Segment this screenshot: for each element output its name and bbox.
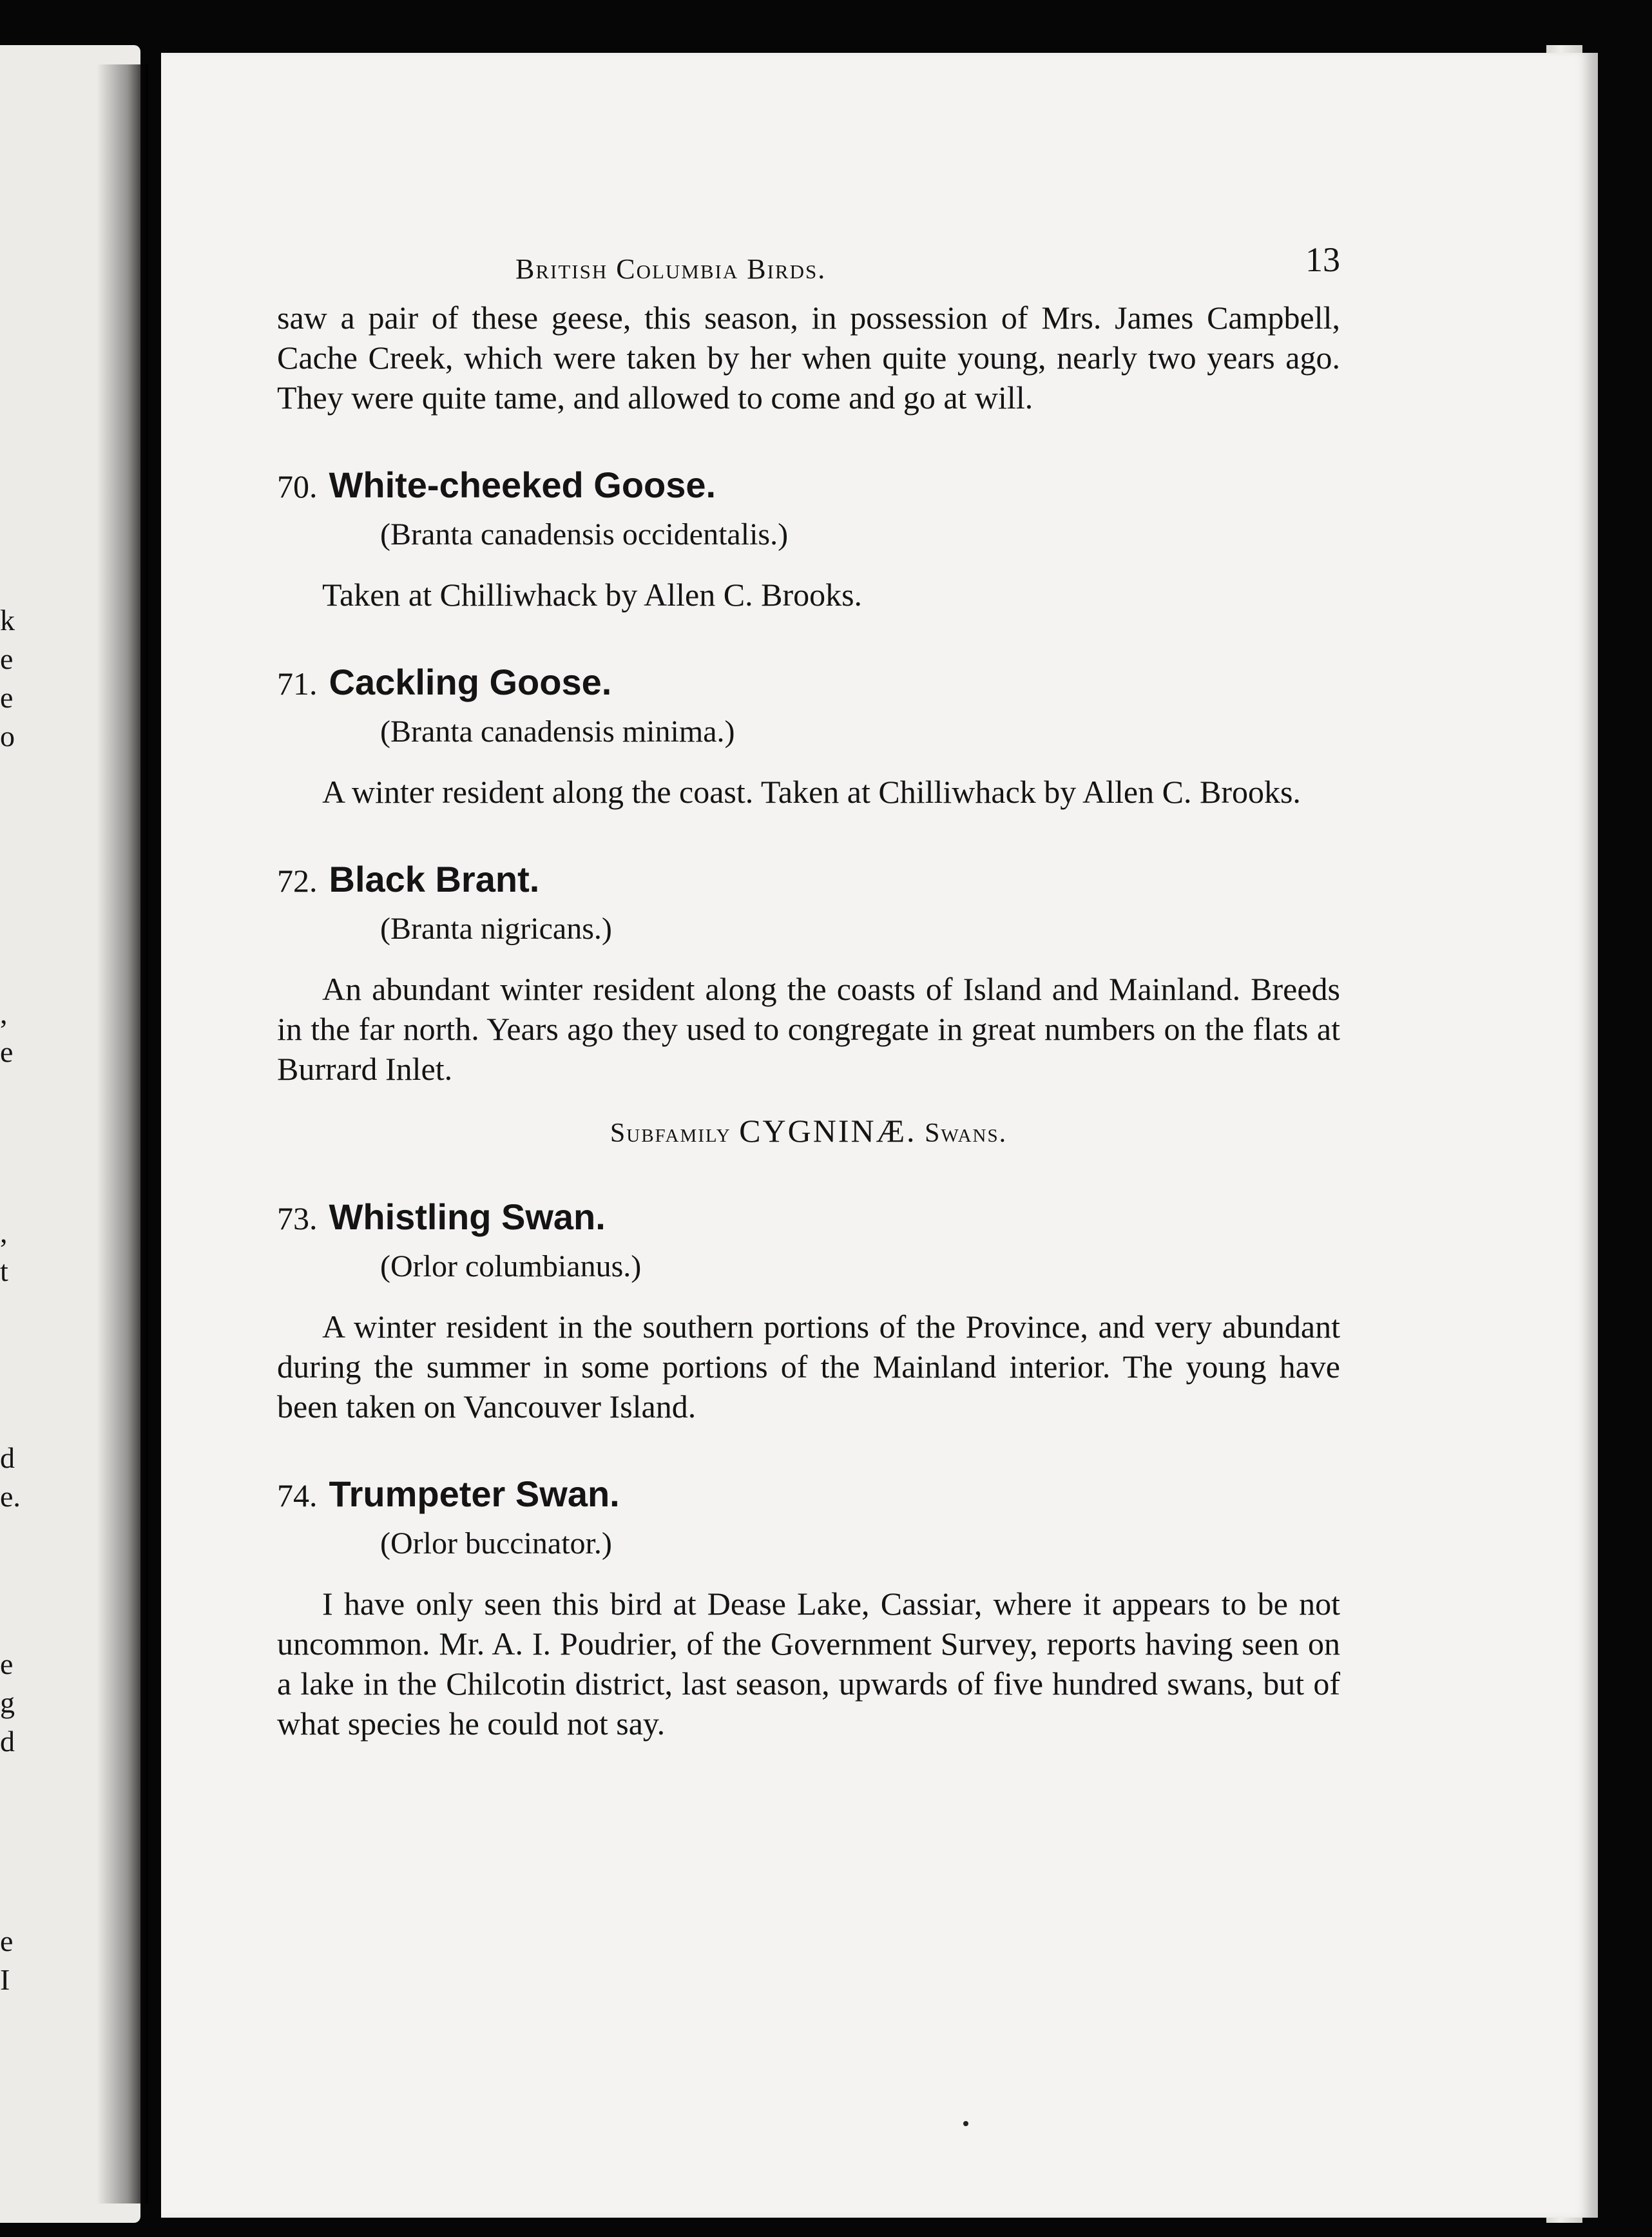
species-description: Taken at Chilliwhack by Allen C. Brooks. <box>322 577 863 613</box>
margin-letter: o <box>0 720 15 753</box>
species-entry-71 <box>277 660 1340 812</box>
species-latin-name: (Orlor columbianus.) <box>380 1249 642 1283</box>
species-entry-74 <box>277 1472 1340 1743</box>
margin-letter: , <box>0 1216 8 1249</box>
species-description: An abundant winter resident along the coasts of Island and Mainland. Breeds in the far north. Years ago they used to congregate in great numbers on the flats at Burrard Inlet. <box>277 971 1340 1087</box>
species-entry-72 <box>277 857 1340 1089</box>
species-number: 74. <box>277 1477 318 1513</box>
species-number: 70. <box>277 468 318 504</box>
species-latin-name: (Orlor buccinator.) <box>380 1526 612 1560</box>
margin-letter: , <box>0 997 8 1030</box>
running-head-title: British Columbia Birds. <box>515 253 827 285</box>
species-name: Cackling Goose. <box>329 662 612 702</box>
intro-paragraph: saw a pair of these geese, this season, in possession of Mrs. James Campbell, Cache Creek, which were taken by her when quite young, nearly two years ago. They were quite tame, and allowed to come and go at will. <box>277 300 1340 416</box>
species-heading <box>277 1472 1340 1518</box>
ink-speck <box>963 2121 968 2126</box>
margin-letter: e <box>0 1035 14 1068</box>
species-number: 73. <box>277 1200 318 1236</box>
margin-letter: I <box>0 1963 10 1996</box>
margin-letter: e <box>0 1925 14 1957</box>
species-heading <box>277 857 1340 903</box>
species-name: White-cheeked Goose. <box>329 465 716 505</box>
subfamily-heading <box>277 1112 1340 1149</box>
page-number: 13 <box>1305 240 1340 279</box>
species-entry-70 <box>277 463 1340 615</box>
species-number: 71. <box>277 666 318 702</box>
running-head <box>277 240 1340 298</box>
species-number: 72. <box>277 863 318 899</box>
subfamily-name: CYGNINÆ. <box>739 1113 917 1149</box>
subfamily-label: Subfamily <box>610 1118 731 1148</box>
margin-letter: e. <box>0 1480 21 1513</box>
book-page <box>161 53 1598 2218</box>
book-gutter <box>97 64 148 2203</box>
species-heading <box>277 463 1340 509</box>
margin-letter: e <box>0 681 14 714</box>
species-latin-name: (Branta canadensis minima.) <box>380 715 735 749</box>
species-entry-73 <box>277 1195 1340 1426</box>
margin-letter: e <box>0 642 14 675</box>
species-latin-name: (Branta canadensis occidentalis.) <box>380 517 789 552</box>
margin-letter: d <box>0 1441 15 1474</box>
facing-page-margin-letters <box>0 45 26 2223</box>
page-content <box>277 240 1340 1743</box>
species-name: Black Brant. <box>329 859 540 899</box>
margin-letter: e <box>0 1647 14 1680</box>
species-description: A winter resident in the southern portions of the Province, and very abundant during the summer in some portions of the Mainland interior. The young have been taken on Vancouver Island. <box>277 1309 1340 1425</box>
species-name: Whistling Swan. <box>329 1196 606 1237</box>
species-heading <box>277 1195 1340 1241</box>
margin-letter: t <box>0 1254 8 1287</box>
species-heading <box>277 660 1340 706</box>
species-latin-name: (Branta nigricans.) <box>380 912 612 946</box>
species-description: A winter resident along the coast. Taken at Chilliwhack by Allen C. Brooks. <box>322 774 1301 810</box>
subfamily-common-name: Swans. <box>925 1118 1008 1148</box>
species-name: Trumpeter Swan. <box>329 1474 620 1514</box>
margin-letter: g <box>0 1686 15 1719</box>
species-description: I have only seen this bird at Dease Lake, Cassiar, where it appears to be not uncommon. Mr. A. I. Poudrier, of the Government Survey, reports having seen on a lake in the Chilcotin district, last season, upwards of five hundred swans, but of what species he could not say. <box>277 1586 1340 1742</box>
margin-letter: d <box>0 1725 15 1758</box>
margin-letter: k <box>0 604 15 637</box>
